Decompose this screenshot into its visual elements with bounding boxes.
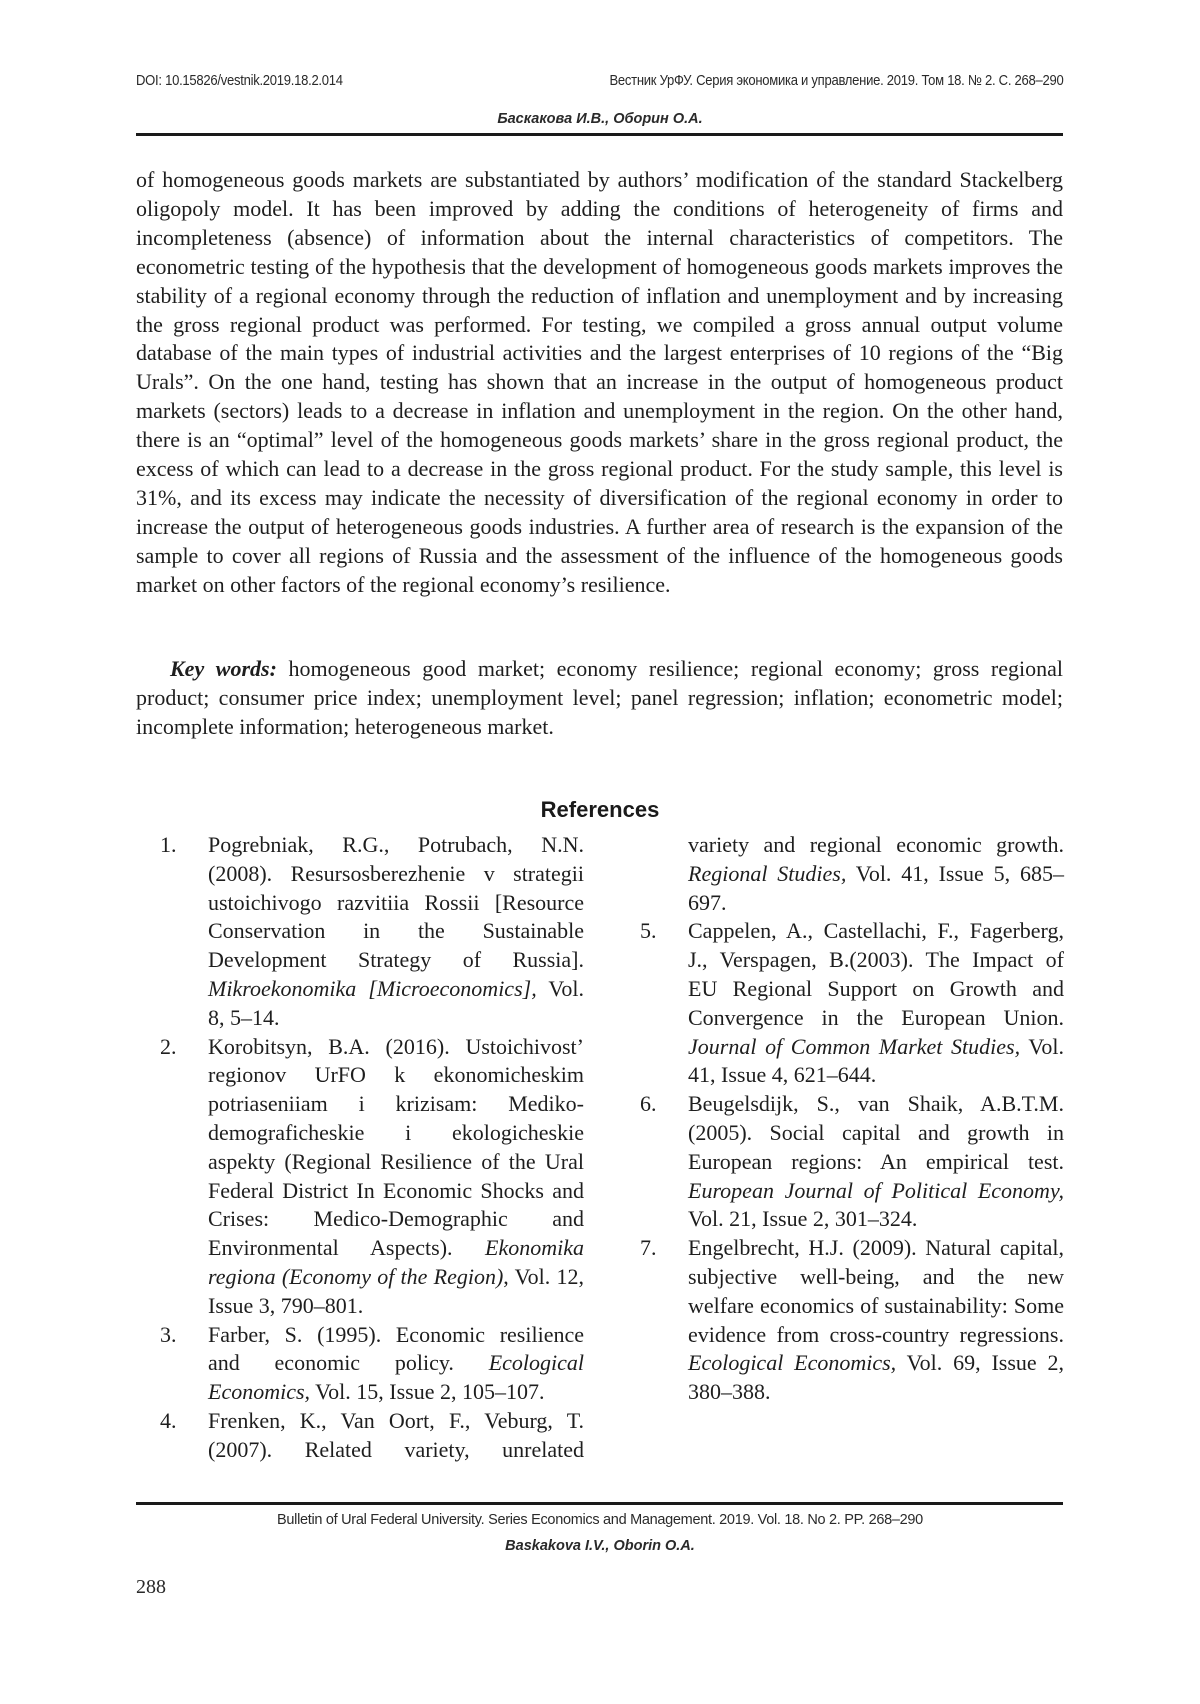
doi-header: DOI: 10.15826/vestnik.2019.18.2.014 [136,73,343,89]
reference-details: Vol. 41, Issue 5, 685–697. [688,860,1065,915]
journal-header-ru: Вестник УрФУ. Серия экономика и управление. 2019. Том 18. № 2. С. 268–290 [608,73,1063,89]
reference-number: 6. [640,1091,657,1117]
reference-number: 1. [160,832,177,857]
keywords-text: homogeneous good market; economy resilience; regional economy; gross regional product; consumer price index; unemployment level; panel regression; inflation; econometric model; incomplete information; heterogeneous market. [136,656,1064,739]
keywords [136,655,1063,742]
reference-text: Frenken, K., Van Oort, F., Veburg, T. (2007). Related variety, unrelated [208,1407,584,1462]
reference-text: Pogrebniak, R.G., Potrubach, N.N. (2008). Resursosberezhenie v strategii ustoichivogo razvitiia Rossii [Resource Conservation in the Sustainable Development Strategy of Russia]. [208,832,584,973]
references-title: References [540,797,660,822]
references-column-right [640,831,1064,1407]
reference-number: 3. [160,1321,177,1347]
reference-item [160,831,584,1033]
reference-journal: Regional Studies, [688,860,847,886]
page-number: 288 [136,1576,166,1598]
reference-text: Beugelsdijk, S., van Shaik, A.B.T.M. (2005). Social capital and growth in European regions: An empirical test. [688,1091,1064,1174]
reference-journal: Ecological Economics, [688,1350,897,1376]
reference-details: Vol. 15, Issue 2, 105–107. [310,1379,545,1405]
reference-details: Vol. 8, 5–14. [208,975,584,1030]
reference-item [160,1033,584,1321]
reference-journal: Ecological Economics, [208,1350,584,1405]
reference-number: 7. [640,1235,657,1261]
authors-header-ru: Баскакова И.В., Оборин О.А. [497,111,703,127]
reference-text: Cappelen, A., Castellachi, F., Fagerberg, J., Verspagen, B.(2003). The Impact of EU Regional Support on Growth and Convergence in the European Union. [688,918,1064,1030]
reference-text: Engelbrecht, H.J. (2009). Natural capital, subjective well-being, and the new welfare economics of sustainability: Some evidence from cross-country regressions. [688,1235,1064,1347]
reference-journal: Ekonomika regiona (Economy of the Region) [208,1235,584,1289]
reference-number: 2. [160,1033,177,1059]
reference-text: Korobitsyn, B.A. (2016). Ustoichivost’ regionov UrFO k ekonomicheskim potriaseniiam i krizisam: Mediko-demograficheskie i ekologicheskie aspekty (Regional Resilience of the Ural Federal District In Economic Shocks and Crises: Medico-Demographic and Environmental Aspects). [208,1033,584,1261]
reference-number: 5. [640,918,657,944]
header-rule [136,133,1063,136]
keywords-label: Key words: [170,656,277,681]
reference-journal: Mikroekonomika [Microeconomics], [208,975,537,1001]
reference-details: Vol. 69, Issue 2, 380–388. [688,1350,1064,1405]
references-column-left [160,831,584,1465]
reference-details: , Vol. 12, Issue 3, 790–801. [208,1263,584,1318]
reference-item [160,1321,584,1407]
reference-journal: European Journal of Political Economy, [688,1177,1064,1203]
abstract-text: of homogeneous goods markets are substantiated by authors’ modification of the standard Stackelberg oligopoly model. It has been improved by adding the conditions of heterogeneity of firms and incompleteness (absence) of information about the internal characteristics of competitors. The econometric testing of the hypothesis that the development of homogeneous goods markets improves the stability of a regional economy through the reduction of inflation and unemployment and by increasing the gross regional product was performed. For testing, we compiled a gross annual output volume database of the main types of industrial activities and the largest enterprises of 10 regions of the “Big Urals”. On the one hand, testing has shown that an increase in the output of homogeneous product markets (sectors) leads to a decrease in inflation and unemployment in the region. On the other hand, there is an “optimal” level of the homogeneous goods markets’ share in the gross regional product, the excess of which can lead to a decrease in the gross regional product. For the study sample, this level is 31%, and its excess may indicate the necessity of diversification of the regional economy in order to increase the output of heterogeneous goods industries. A further area of research is the expansion of the sample to cover all regions of Russia and the assessment of the influence of the homogeneous goods market on other factors of the regional economy’s resilience. [136,167,1063,597]
reference-text: variety and regional economic growth. [688,832,1064,857]
reference-item [640,1234,1064,1407]
reference-journal: Journal of Common Market Studies, [688,1033,1021,1059]
reference-number: 4. [160,1407,177,1433]
reference-item [160,1407,584,1465]
reference-item-continued [640,831,1064,917]
reference-details: Vol. 21, Issue 2, 301–324. [688,1206,918,1232]
reference-details: Vol. 41, Issue 4, 621–644. [688,1033,1064,1088]
reference-text: Farber, S. (1995). Economic resilience and economic policy. [208,1321,584,1376]
reference-item [640,917,1064,1090]
authors-footer-en: Baskakova I.V., Oborin O.A. [505,1538,695,1554]
footer-rule [136,1502,1063,1505]
journal-footer-en: Bulletin of Ural Federal University. Series Economics and Management. 2019. Vol. 18. No 2. PP. 268–290 [277,1512,923,1528]
reference-item [640,1090,1064,1234]
